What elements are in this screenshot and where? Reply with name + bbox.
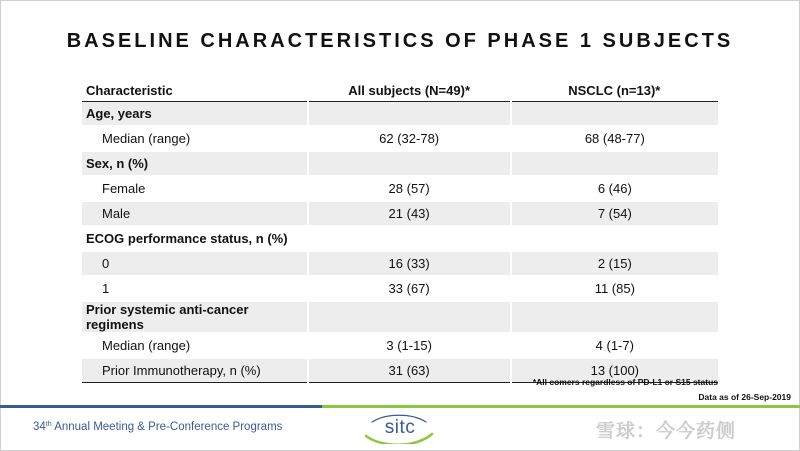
cell-nsclc	[511, 102, 718, 127]
header-all-subjects: All subjects (N=49)*	[308, 80, 511, 102]
footnote: *All comers regardless of PD-L1 or S15 status	[532, 377, 718, 387]
watermark-text: 雪球：今今药侧	[596, 421, 737, 442]
cell-characteristic: Sex, n (%)	[82, 151, 308, 176]
header-characteristic: Characteristic	[82, 80, 308, 102]
meeting-ordinal-suffix: th	[45, 421, 52, 428]
table-row	[82, 126, 718, 151]
cell-characteristic: Median (range)	[82, 126, 308, 151]
table-row	[82, 151, 718, 176]
table-row	[82, 226, 718, 251]
cell-characteristic: Female	[82, 176, 308, 201]
cell-nsclc	[511, 301, 718, 333]
cell-all-subjects: 31 (63)	[308, 358, 511, 383]
cell-all-subjects: 62 (32-78)	[308, 126, 511, 151]
cell-nsclc: 11 (85)	[511, 276, 718, 301]
table-body	[82, 102, 718, 383]
cell-all-subjects	[308, 226, 511, 251]
table-row	[82, 276, 718, 301]
cell-nsclc: 6 (46)	[511, 176, 718, 201]
cell-characteristic: Male	[82, 201, 308, 226]
cell-characteristic: ECOG performance status, n (%)	[82, 226, 308, 251]
meeting-ordinal-number: 34	[33, 421, 46, 433]
meeting-title: Annual Meeting & Pre-Conference Programs	[51, 421, 283, 433]
slide-title: BASELINE CHARACTERISTICS OF PHASE 1 SUBJECTS	[66, 30, 734, 52]
cell-nsclc	[511, 226, 718, 251]
cell-all-subjects	[308, 301, 511, 333]
cell-all-subjects: 3 (1-15)	[308, 333, 511, 358]
sitc-logo	[360, 412, 440, 446]
table-header-row	[82, 80, 718, 102]
cell-characteristic: 0	[82, 251, 308, 276]
cell-all-subjects	[308, 151, 511, 176]
cell-all-subjects: 21 (43)	[308, 201, 511, 226]
cell-all-subjects	[308, 102, 511, 127]
cell-all-subjects: 28 (57)	[308, 176, 511, 201]
cell-nsclc: 7 (54)	[511, 201, 718, 226]
table-row	[82, 176, 718, 201]
table-row	[82, 333, 718, 358]
logo-wordmark: sitc	[384, 417, 416, 438]
cell-nsclc: 4 (1-7)	[511, 333, 718, 358]
table-row	[82, 102, 718, 127]
cell-characteristic: Prior systemic anti-cancer regimens	[82, 301, 308, 333]
table-row	[82, 301, 718, 333]
cell-characteristic: Prior Immunotherapy, n (%)	[82, 358, 308, 383]
cell-characteristic: 1	[82, 276, 308, 301]
header-nsclc: NSCLC (n=13)*	[511, 80, 718, 102]
cell-nsclc: 2 (15)	[511, 251, 718, 276]
cell-nsclc	[511, 151, 718, 176]
data-date: Data as of 26-Sep-2019	[698, 392, 791, 402]
footer-bar-green	[322, 405, 800, 408]
cell-all-subjects: 16 (33)	[308, 251, 511, 276]
table-row	[82, 201, 718, 226]
cell-nsclc: 13 (100)	[511, 358, 718, 383]
cell-nsclc: 68 (48-77)	[511, 126, 718, 151]
cell-characteristic: Median (range)	[82, 333, 308, 358]
table-row	[82, 251, 718, 276]
footer-bar-blue	[0, 405, 322, 408]
cell-characteristic: Age, years	[82, 102, 308, 127]
meeting-footer-text	[33, 421, 282, 433]
baseline-characteristics-table	[82, 80, 718, 383]
cell-all-subjects: 33 (67)	[308, 276, 511, 301]
